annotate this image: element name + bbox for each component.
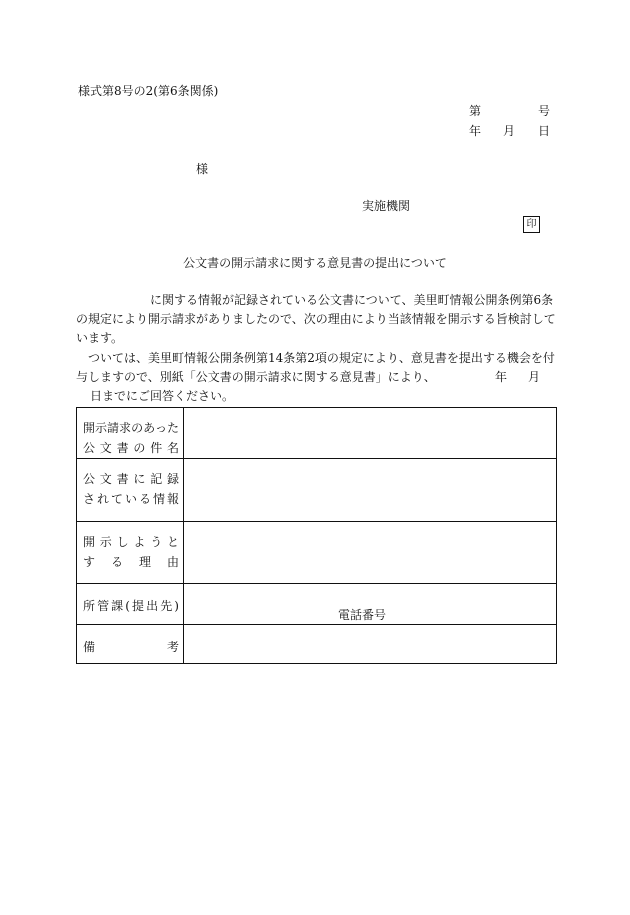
table-label-cell	[77, 459, 184, 522]
sender-organization: 実施機関	[362, 199, 411, 213]
table-label-cell	[77, 408, 184, 459]
body-line-1: に関する情報が記録されている公文書について、美里町情報公開条例第6条	[150, 293, 554, 307]
department-field[interactable]	[184, 584, 557, 625]
body-line-6: 日までにご回答ください。	[90, 389, 235, 403]
table-row	[77, 408, 557, 459]
date-day: 日	[538, 124, 551, 138]
table-row	[77, 625, 557, 664]
body-line-5: 与しますので、別紙「公文書の開示請求に関する意見書」により、	[76, 370, 436, 384]
row1-label-b: 公文書の件名	[83, 441, 179, 455]
body-line-3: います。	[76, 331, 124, 345]
recipient-honorific: 様	[196, 162, 209, 176]
table-label-cell	[77, 625, 184, 664]
recorded-information-field[interactable]	[184, 459, 557, 522]
phone-number-label: 電話番号	[337, 608, 386, 622]
table-row	[77, 459, 557, 522]
row3-label-b: する理由	[83, 555, 179, 569]
number-prefix: 第	[469, 104, 482, 118]
requested-document-field[interactable]	[184, 408, 557, 459]
reply-month: 月	[528, 370, 541, 384]
row2-label-a: 公文書に記録	[83, 472, 179, 486]
table-label-cell	[77, 522, 184, 584]
table-row	[77, 522, 557, 584]
date-year: 年	[469, 124, 482, 138]
document-title: 公文書の開示請求に関する意見書の提出について	[183, 256, 447, 270]
number-suffix: 号	[538, 104, 551, 118]
body-line-4: ついては、美里町情報公開条例第14条第2項の規定により、意見書を提出する機会を付	[88, 351, 555, 365]
disclosure-reason-field[interactable]	[184, 522, 557, 584]
row4-label: 所管課(提出先)	[83, 599, 179, 613]
date-month: 月	[503, 124, 516, 138]
remarks-field[interactable]	[184, 625, 557, 664]
row3-label-a: 開示しようと	[83, 535, 179, 549]
reply-year: 年	[495, 370, 508, 384]
row1-label-a: 開示請求のあった	[83, 421, 179, 435]
form-number: 様式第8号の2(第6条関係)	[78, 84, 219, 98]
row5-label: 備考	[83, 640, 179, 654]
body-line-2: の規定により開示請求がありましたので、次の理由により当該情報を開示する旨検討して	[76, 312, 556, 326]
opinion-form-table	[76, 407, 557, 664]
seal-mark: 印	[523, 216, 540, 233]
table-row	[77, 584, 557, 625]
row2-label-b: されている情報	[83, 492, 179, 506]
